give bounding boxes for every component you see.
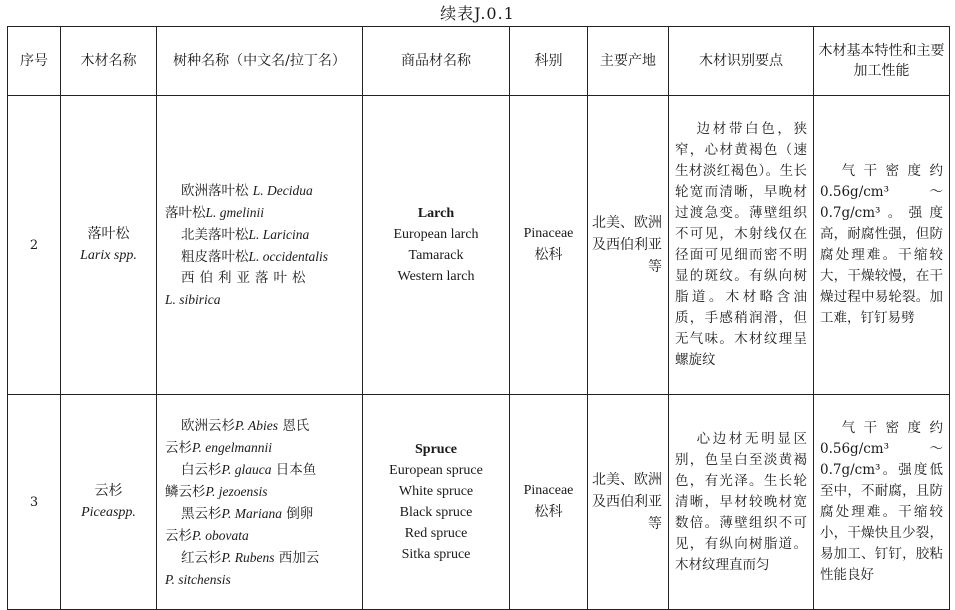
species-line: 红云杉P. Rubens 西加云 — [181, 549, 320, 566]
trade-name: Sitka spruce — [401, 547, 471, 562]
origin-cell: 北美、欧洲及西伯利亚等 — [588, 96, 669, 395]
trade-name-cell — [363, 96, 510, 395]
header-properties: 木材基本特性和主要加工性能 — [814, 27, 950, 96]
trade-name: European spruce — [389, 463, 483, 478]
identification-text: 边材带白色，狭窄，心材黄褐色（速生材淡红褐色）。生长轮宽而清晰，早晚材过渡急变。薄壁组织不可见，木射线仅在径面可见细而密不明显的斑纹。有纵向树脂道。木材略含油质，手感稍润滑，但无气味。木材纹理呈螺旋纹 — [675, 121, 807, 368]
properties-cell — [814, 395, 950, 610]
family-latin: Pinaceae — [523, 483, 574, 498]
wood-name-latin: Larix spp. — [80, 248, 137, 263]
wood-name-cn: 云杉 — [94, 483, 123, 499]
wood-name-cell — [61, 96, 157, 395]
wood-name-latin: Piceaspp. — [81, 505, 136, 520]
wood-species-table — [7, 26, 950, 610]
table-header-row — [8, 27, 950, 96]
wood-name-cn: 落叶松 — [87, 226, 130, 242]
header-wood-name: 木材名称 — [61, 27, 157, 96]
species-line: 北美落叶松L. Laricina — [181, 227, 310, 243]
origin-cell: 北美、欧洲及西伯利亚等 — [588, 395, 669, 610]
family-latin: Pinaceae — [523, 226, 574, 241]
table-caption: 续表J.0.1 — [440, 4, 515, 23]
species-cell — [157, 96, 363, 395]
header-no: 序号 — [8, 27, 61, 96]
trade-name: Tamarack — [408, 248, 464, 263]
species-line: P. sitchensis — [165, 571, 231, 587]
species-line: 粗皮落叶松L. occidentalis — [181, 249, 328, 265]
species-line: 云杉P. engelmannii — [165, 439, 272, 456]
table-row — [8, 96, 950, 395]
header-family: 科别 — [510, 27, 588, 96]
species-line: L. sibirica — [165, 292, 221, 307]
trade-name-cell — [363, 395, 510, 610]
table-row — [8, 395, 950, 610]
trade-name-title: Larch — [417, 206, 455, 221]
trade-name: Red spruce — [404, 526, 468, 541]
header-identification: 木材识别要点 — [669, 27, 814, 96]
wood-name-cell — [61, 395, 157, 610]
species-line: 欧洲云杉P. Abies 恩氏 — [181, 417, 310, 434]
trade-name: Black spruce — [399, 505, 473, 520]
identification-text: 心边材无明显区别，色呈白至淡黄褐色，有光泽。生长轮清晰，早材较晚材宽数倍。薄壁组织不可见，有纵向树脂道。木材纹理直而匀 — [675, 430, 807, 573]
family-cn: 松科 — [534, 505, 563, 520]
species-line: 白云杉P. glauca 日本鱼 — [181, 461, 317, 478]
properties-text: 气干密度约0.56g/cm³～0.7g/cm³。强度低至中，不耐腐，且防腐处理难。干缩较小，干燥快且少裂，易加工、钉钉，胶粘性能良好 — [820, 420, 943, 583]
properties-text: 气干密度约0.56g/cm³～0.7g/cm³。强度高，耐腐性强，但防腐处理难。干缩较大，干燥较慢，在干燥过程中易轮裂。加工难，钉钉易劈 — [820, 163, 943, 326]
trade-name: White spruce — [398, 484, 474, 499]
species-line: 黑云杉P. Mariana 倒卵 — [181, 505, 314, 522]
family-cell — [510, 395, 588, 610]
row-number: 2 — [8, 96, 61, 395]
identification-cell — [669, 96, 814, 395]
species-line: 落叶松L. gmelinii — [165, 205, 265, 221]
species-line: 欧洲落叶松 L. Decidua — [181, 183, 313, 199]
header-trade-name: 商品材名称 — [363, 27, 510, 96]
trade-name: European larch — [393, 227, 479, 242]
trade-name: Western larch — [397, 269, 475, 284]
family-cell — [510, 96, 588, 395]
species-cell — [157, 395, 363, 610]
header-species: 树种名称（中文名/拉丁名） — [157, 27, 363, 96]
row-number: 3 — [8, 395, 61, 610]
species-line: 云杉P. obovata — [165, 527, 249, 544]
trade-name-title: Spruce — [415, 442, 457, 457]
species-line: 鳞云杉P. jezoensis — [165, 483, 268, 500]
family-cn: 松科 — [534, 248, 563, 263]
identification-cell — [669, 395, 814, 610]
header-origin: 主要产地 — [588, 27, 669, 96]
species-line: 西伯利亚落叶松 — [181, 270, 311, 286]
properties-cell — [814, 96, 950, 395]
